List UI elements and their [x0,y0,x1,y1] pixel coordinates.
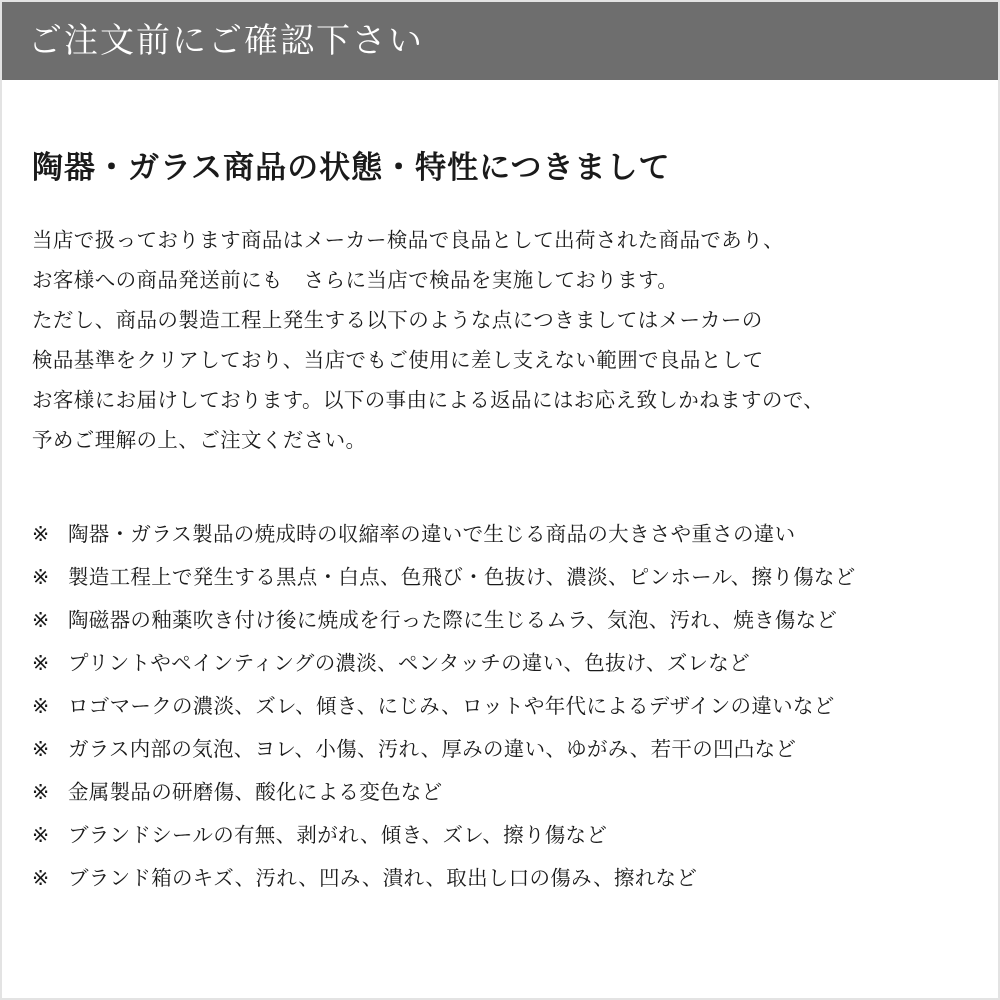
page-header [2,2,998,80]
bullet-mark-icon: ※ [32,694,50,718]
intro-line: 予めご理解の上、ご注文ください。 [32,427,367,452]
page-title: ご注文前にご確認下さい [28,21,424,61]
intro-line: お客様にお届けしております。以下の事由による返品にはお応え致しかねますので、 [32,387,825,412]
list-item-label: 陶器・ガラス製品の焼成時の収縮率の違いで生じる商品の大きさや重さの違い [68,521,796,546]
list-item [32,771,968,814]
list-item [32,685,968,728]
list-item [32,728,968,771]
intro-line: お客様への商品発送前にも さらに当店で検品を実施しております。 [32,267,679,292]
list-item-label: ブランドシールの有無、剥がれ、傾き、ズレ、擦り傷など [68,823,608,848]
list-item-label: ロゴマークの濃淡、ズレ、傾き、にじみ、ロットや年代によるデザインの違いなど [68,694,835,718]
section-heading: 陶器・ガラス商品の状態・特性につきまして [32,150,671,186]
bullet-mark-icon: ※ [32,866,50,891]
notes-list [32,513,968,900]
list-item-label: 製造工程上で発生する黒点・白点、色飛び・色抜け、濃淡、ピンホール、擦り傷など [68,564,856,589]
intro-line: 当店で扱っております商品はメーカー検品で良品として出荷された商品であり、 [32,228,784,252]
intro-line: 検品基準をクリアしており、当店でもご使用に差し支えない範囲で良品として [32,347,764,372]
bullet-mark-icon: ※ [32,564,50,589]
list-item-label: ガラス内部の気泡、ヨレ、小傷、汚れ、厚みの違い、ゆがみ、若干の凹凸など [68,737,797,762]
intro-line: ただし、商品の製造工程上発生する以下のような点につきましてはメーカーの [32,307,763,332]
bullet-mark-icon: ※ [32,823,50,848]
bullet-mark-icon: ※ [32,780,50,805]
list-item-label: プリントやペインティングの濃淡、ペンタッチの違い、色抜け、ズレなど [68,650,750,675]
list-item [32,556,968,599]
intro-paragraph [32,221,968,461]
list-item-label: 陶磁器の釉薬吹き付け後に焼成を行った際に生じるムラ、気泡、汚れ、焼き傷など [68,607,838,632]
bullet-mark-icon: ※ [32,650,50,675]
list-item [32,857,968,900]
bullet-mark-icon: ※ [32,521,50,546]
list-item-label: 金属製品の研磨傷、酸化による変色など [68,780,443,805]
list-item [32,642,968,685]
list-item [32,599,968,642]
bullet-mark-icon: ※ [32,607,50,632]
bullet-mark-icon: ※ [32,737,50,762]
list-item [32,513,968,556]
notice-content [2,80,998,900]
list-item-label: ブランド箱のキズ、汚れ、凹み、潰れ、取出し口の傷み、擦れなど [68,866,698,891]
list-item [32,814,968,857]
